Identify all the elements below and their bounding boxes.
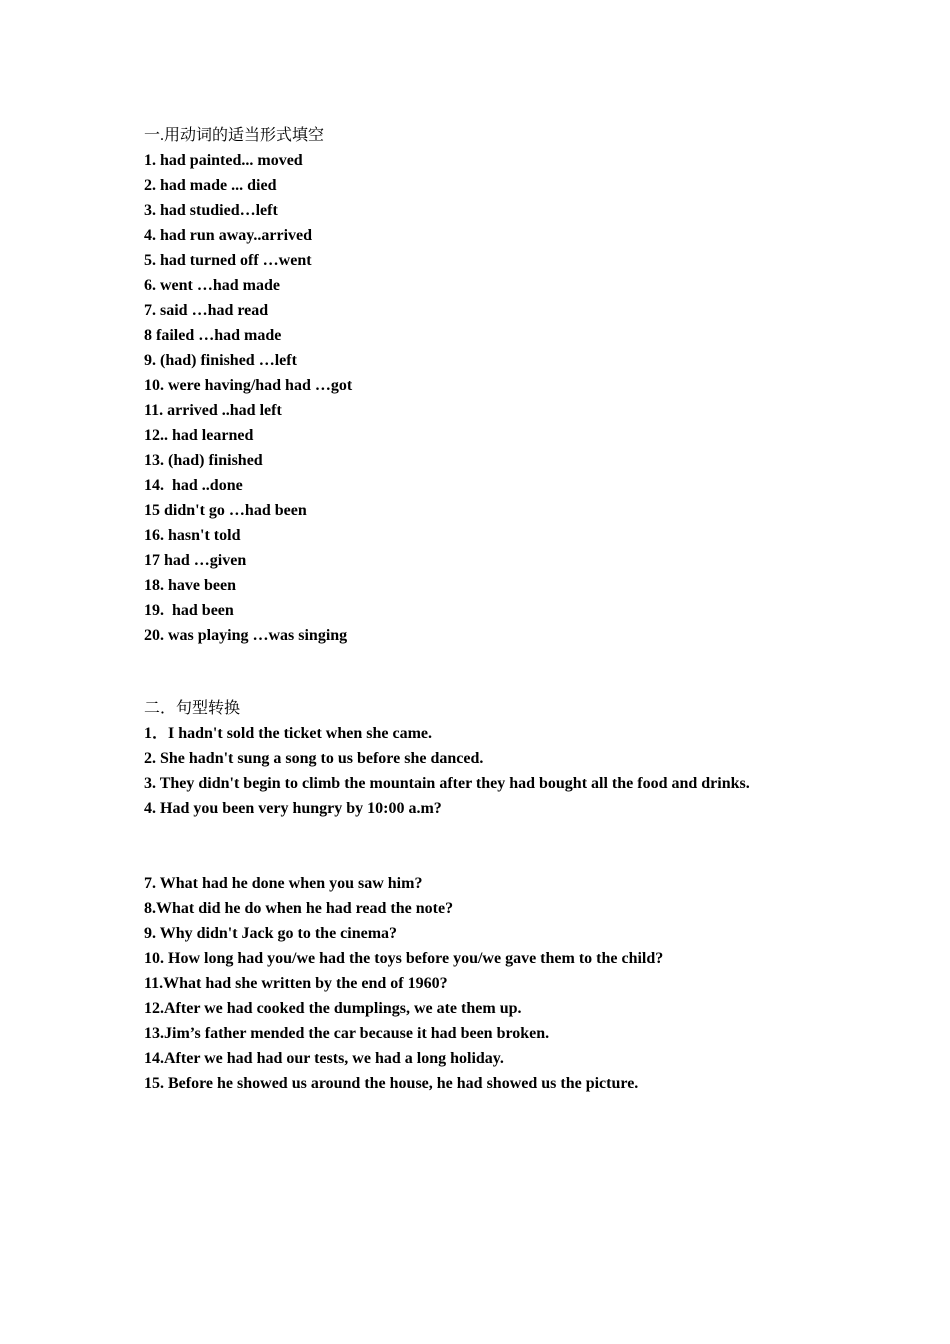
answer-line: 7. said …had read <box>144 302 269 319</box>
section-2-list-a <box>144 721 844 821</box>
answer-line: 9. (had) finished …left <box>144 352 297 369</box>
answer-line: 19. had been <box>144 602 234 619</box>
answer-line: 7. What had he done when you saw him? <box>144 875 423 892</box>
answer-line: 8 failed …had made <box>144 327 282 344</box>
spacer <box>144 648 844 696</box>
answer-line: 14.After we had had our tests, we had a long holiday. <box>144 1050 504 1067</box>
answer-line: 1. had painted... moved <box>144 152 303 169</box>
section-2-title: 二．句型转换 <box>144 700 241 717</box>
answer-line: 20. was playing …was singing <box>144 627 348 644</box>
answer-line: 3. They didn't begin to climb the mountain after they had bought all the food and drinks. <box>144 775 750 792</box>
spacer <box>144 821 844 871</box>
answer-line: 3. had studied…left <box>144 202 278 219</box>
section-2-list-b <box>144 871 844 1096</box>
answer-line: 5. had turned off …went <box>144 252 312 269</box>
answer-line: 10. How long had you/we had the toys before you/we gave them to the child? <box>144 950 664 967</box>
section-1-title: 一.用动词的适当形式填空 <box>144 127 325 144</box>
document-page <box>144 123 844 1096</box>
answer-line: 13.Jim’s father mended the car because it had been broken. <box>144 1025 550 1042</box>
answer-line: 15 didn't go …had been <box>144 502 307 519</box>
answer-line: 2. She hadn't sung a song to us before she danced. <box>144 750 484 767</box>
answer-line: 6. went …had made <box>144 277 281 294</box>
answer-line: 10. were having/had had …got <box>144 377 353 394</box>
answer-line: 4. Had you been very hungry by 10:00 a.m? <box>144 800 442 817</box>
answer-line: 4. had run away..arrived <box>144 227 313 244</box>
answer-line: 12.. had learned <box>144 427 254 444</box>
answer-line: 11.What had she written by the end of 1960? <box>144 975 448 992</box>
answer-line: 16. hasn't told <box>144 527 241 544</box>
answer-line: 9. Why didn't Jack go to the cinema? <box>144 925 398 942</box>
answer-line: 18. have been <box>144 577 236 594</box>
answer-line: 15. Before he showed us around the house, he had showed us the picture. <box>144 1075 639 1092</box>
answer-line: 2. had made ... died <box>144 177 277 194</box>
answer-line: 17 had …given <box>144 552 247 569</box>
answer-line: 11. arrived ..had left <box>144 402 282 419</box>
section-1-list <box>144 148 844 648</box>
answer-line: 12.After we had cooked the dumplings, we ate them up. <box>144 1000 522 1017</box>
answer-line: 14. had ..done <box>144 477 243 494</box>
answer-line: 8.What did he do when he had read the note? <box>144 900 454 917</box>
answer-line: 1．I hadn't sold the ticket when she came. <box>144 725 433 742</box>
answer-line: 13. (had) finished <box>144 452 263 469</box>
